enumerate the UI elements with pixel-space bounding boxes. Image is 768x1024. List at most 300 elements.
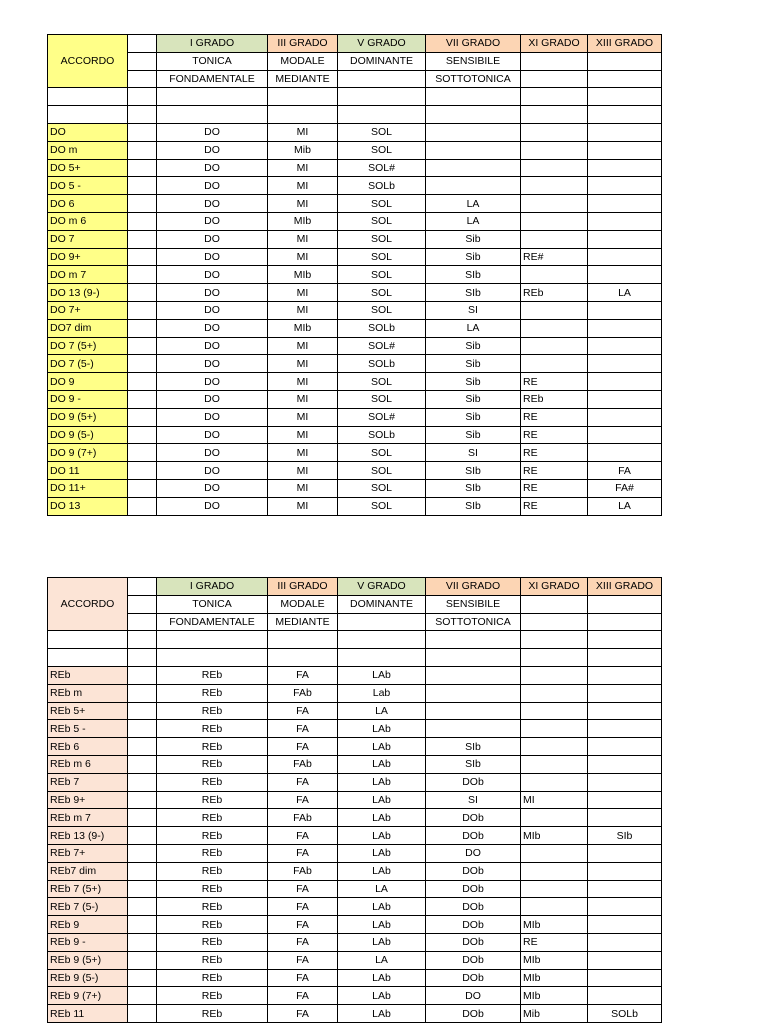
header-row — [48, 35, 662, 53]
note-cell: REb — [157, 702, 268, 720]
note-cell: DO — [157, 497, 268, 515]
note-cell: LAb — [338, 969, 426, 987]
table-row — [48, 248, 662, 266]
spacer-cell — [128, 319, 157, 337]
note-cell: FA — [268, 738, 338, 756]
header-row — [48, 613, 662, 631]
note-cell: REb — [157, 755, 268, 773]
chord-name: DO m 7 — [48, 266, 128, 284]
chord-name: DO 5 - — [48, 177, 128, 195]
note-cell: DOb — [426, 898, 521, 916]
note-cell: MI — [268, 195, 338, 213]
spacer-cell — [128, 177, 157, 195]
blank-cell — [48, 631, 128, 649]
note-cell: LAb — [338, 1005, 426, 1023]
note-cell: LAb — [338, 827, 426, 845]
chord-name: REb 7 (5-) — [48, 898, 128, 916]
note-cell: REb — [157, 933, 268, 951]
table-row — [48, 809, 662, 827]
note-cell: MIb — [521, 987, 588, 1005]
note-cell: DOb — [426, 827, 521, 845]
degree-subheader: FONDAMENTALE — [157, 70, 268, 88]
note-cell — [588, 666, 662, 684]
note-cell: MI — [268, 479, 338, 497]
note-cell: SI — [426, 301, 521, 319]
note-cell: MI — [268, 373, 338, 391]
chord-name: REb 9 - — [48, 933, 128, 951]
table-row — [48, 195, 662, 213]
note-cell: DO — [157, 159, 268, 177]
note-cell — [588, 880, 662, 898]
note-cell: SOL — [338, 497, 426, 515]
note-cell — [521, 702, 588, 720]
table-row — [48, 284, 662, 302]
note-cell — [588, 248, 662, 266]
note-cell: Sib — [426, 248, 521, 266]
table-row — [48, 862, 662, 880]
note-cell: MIb — [521, 969, 588, 987]
spacer-cell — [128, 916, 157, 934]
note-cell: RE — [521, 497, 588, 515]
note-cell: LA — [588, 497, 662, 515]
note-cell: DO — [157, 177, 268, 195]
blank-cell — [426, 649, 521, 667]
note-cell: SIb — [588, 827, 662, 845]
note-cell: SOL — [338, 141, 426, 159]
spacer-cell — [128, 462, 157, 480]
note-cell: FA — [588, 462, 662, 480]
header-row — [48, 595, 662, 613]
note-cell: REb — [157, 844, 268, 862]
degree-header: III GRADO — [268, 35, 338, 53]
chord-table-reb — [47, 577, 662, 1023]
spacer-cell — [128, 738, 157, 756]
spacer-cell — [128, 666, 157, 684]
degree-header: XIII GRADO — [588, 578, 662, 596]
blank-cell — [128, 649, 157, 667]
note-cell: LAb — [338, 720, 426, 738]
note-cell: DO — [157, 479, 268, 497]
table-row — [48, 987, 662, 1005]
note-cell: SOLb — [588, 1005, 662, 1023]
spacer-cell — [128, 613, 157, 631]
note-cell: Lab — [338, 684, 426, 702]
spacer-cell — [128, 773, 157, 791]
blank-cell — [268, 649, 338, 667]
spacer-cell — [128, 827, 157, 845]
chord-name: REb 5+ — [48, 702, 128, 720]
note-cell: REb — [157, 916, 268, 934]
table-row — [48, 827, 662, 845]
note-cell — [588, 916, 662, 934]
table-row — [48, 702, 662, 720]
degree-header: VII GRADO — [426, 578, 521, 596]
degree-header: XIII GRADO — [588, 35, 662, 53]
note-cell: DO — [157, 426, 268, 444]
note-cell: LAb — [338, 862, 426, 880]
note-cell: DO — [157, 266, 268, 284]
spacer-cell — [128, 684, 157, 702]
spacer-cell — [128, 123, 157, 141]
note-cell: REb — [157, 684, 268, 702]
blank-cell — [268, 631, 338, 649]
note-cell: SIb — [426, 266, 521, 284]
note-cell: MI — [268, 355, 338, 373]
chord-name: REb 9+ — [48, 791, 128, 809]
note-cell — [521, 195, 588, 213]
table-row — [48, 1005, 662, 1023]
spacer-cell — [128, 35, 157, 53]
table-row — [48, 319, 662, 337]
note-cell: SOL# — [338, 337, 426, 355]
note-cell: SOLb — [338, 319, 426, 337]
note-cell: DO — [157, 390, 268, 408]
blank-cell — [521, 88, 588, 106]
spacer-cell — [128, 933, 157, 951]
note-cell: DO — [157, 319, 268, 337]
note-cell: REb — [157, 773, 268, 791]
blank-cell — [338, 649, 426, 667]
table-row — [48, 898, 662, 916]
note-cell: MI — [268, 337, 338, 355]
blank-cell — [48, 649, 128, 667]
degree-header: V GRADO — [338, 35, 426, 53]
note-cell: SIb — [426, 284, 521, 302]
spacer-cell — [128, 898, 157, 916]
note-cell — [521, 738, 588, 756]
note-cell — [521, 123, 588, 141]
note-cell: REb — [157, 666, 268, 684]
degree-subheader: MEDIANTE — [268, 613, 338, 631]
note-cell: LAb — [338, 809, 426, 827]
chord-name: DO 11+ — [48, 479, 128, 497]
blank-cell — [426, 88, 521, 106]
chord-name: REb m — [48, 684, 128, 702]
degree-subheader: SOTTOTONICA — [426, 613, 521, 631]
note-cell: LA — [338, 702, 426, 720]
note-cell: FAb — [268, 809, 338, 827]
note-cell: LAb — [338, 898, 426, 916]
note-cell: SOL — [338, 301, 426, 319]
note-cell: SI — [426, 791, 521, 809]
note-cell: DO — [157, 141, 268, 159]
note-cell: DOb — [426, 880, 521, 898]
note-cell: LAb — [338, 738, 426, 756]
blank-cell — [338, 106, 426, 124]
note-cell: SOL — [338, 248, 426, 266]
degree-subheader: DOMINANTE — [338, 52, 426, 70]
note-cell: LAb — [338, 791, 426, 809]
note-cell: FA — [268, 933, 338, 951]
chord-name: DO 9 (5+) — [48, 408, 128, 426]
note-cell: SI — [426, 444, 521, 462]
table-row — [48, 791, 662, 809]
note-cell: Sib — [426, 355, 521, 373]
spacer-cell — [128, 497, 157, 515]
chord-name: DO 11 — [48, 462, 128, 480]
header-row — [48, 70, 662, 88]
note-cell: RE — [521, 479, 588, 497]
note-cell: SIb — [426, 479, 521, 497]
degree-subheader — [588, 613, 662, 631]
note-cell: DO — [157, 462, 268, 480]
degree-subheader: SENSIBILE — [426, 52, 521, 70]
note-cell: LAb — [338, 933, 426, 951]
spacer-cell — [128, 373, 157, 391]
note-cell: DO — [157, 408, 268, 426]
degree-subheader — [588, 595, 662, 613]
spacer-cell — [128, 408, 157, 426]
blank-cell — [128, 631, 157, 649]
note-cell: Mib — [521, 1005, 588, 1023]
note-cell: MI — [268, 301, 338, 319]
header-row — [48, 578, 662, 596]
degree-subheader — [338, 613, 426, 631]
table-row — [48, 301, 662, 319]
spacer-cell — [128, 70, 157, 88]
blank-cell — [157, 631, 268, 649]
table-row — [48, 916, 662, 934]
chord-name: DO 9 (7+) — [48, 444, 128, 462]
note-cell: FA — [268, 898, 338, 916]
note-cell: DOb — [426, 969, 521, 987]
note-cell: REb — [521, 390, 588, 408]
note-cell: SOLb — [338, 426, 426, 444]
note-cell: FA — [268, 666, 338, 684]
note-cell: SIb — [426, 738, 521, 756]
chord-name: DO 5+ — [48, 159, 128, 177]
degree-subheader — [588, 52, 662, 70]
note-cell: DOb — [426, 809, 521, 827]
chord-name: DO — [48, 123, 128, 141]
chord-name: DO m 6 — [48, 212, 128, 230]
note-cell — [588, 373, 662, 391]
note-cell: LAb — [338, 755, 426, 773]
blank-cell — [128, 88, 157, 106]
degree-subheader: SOTTOTONICA — [426, 70, 521, 88]
note-cell: DOb — [426, 862, 521, 880]
degree-subheader: TONICA — [157, 595, 268, 613]
note-cell: DO — [157, 373, 268, 391]
table-row — [48, 373, 662, 391]
note-cell: SOL — [338, 212, 426, 230]
table-row — [48, 337, 662, 355]
note-cell: MI — [268, 230, 338, 248]
table-row — [48, 880, 662, 898]
spacer-cell — [128, 337, 157, 355]
chord-name: DO 7+ — [48, 301, 128, 319]
table-row — [48, 720, 662, 738]
table-row — [48, 266, 662, 284]
note-cell: DO — [157, 444, 268, 462]
degree-header: XI GRADO — [521, 35, 588, 53]
spacer-cell — [128, 595, 157, 613]
note-cell: MI — [268, 497, 338, 515]
degree-subheader — [521, 70, 588, 88]
degree-subheader — [521, 52, 588, 70]
degree-subheader — [521, 613, 588, 631]
table-row — [48, 355, 662, 373]
spacer-cell — [128, 212, 157, 230]
note-cell: DO — [157, 195, 268, 213]
note-cell: SOL# — [338, 159, 426, 177]
spacer-cell — [128, 141, 157, 159]
note-cell — [588, 987, 662, 1005]
note-cell: RE — [521, 933, 588, 951]
note-cell — [426, 123, 521, 141]
note-cell: SOL — [338, 123, 426, 141]
note-cell: RE — [521, 408, 588, 426]
chord-name: REb 9 — [48, 916, 128, 934]
note-cell — [588, 355, 662, 373]
note-cell: Sib — [426, 390, 521, 408]
note-cell: FA — [268, 880, 338, 898]
spacer-cell — [128, 951, 157, 969]
note-cell — [588, 159, 662, 177]
note-cell: SOL — [338, 462, 426, 480]
note-cell — [426, 702, 521, 720]
note-cell — [588, 426, 662, 444]
chord-name: REb7 dim — [48, 862, 128, 880]
note-cell: SIb — [426, 755, 521, 773]
table-row — [48, 426, 662, 444]
note-cell: MI — [268, 177, 338, 195]
blank-cell — [521, 649, 588, 667]
spacer-cell — [128, 390, 157, 408]
note-cell: MI — [268, 426, 338, 444]
spacer-cell — [128, 809, 157, 827]
note-cell — [521, 301, 588, 319]
note-cell: LA — [338, 880, 426, 898]
table-row — [48, 444, 662, 462]
note-cell — [588, 390, 662, 408]
spacer-cell — [128, 426, 157, 444]
blank-row — [48, 631, 662, 649]
note-cell — [588, 738, 662, 756]
chord-name: REb 11 — [48, 1005, 128, 1023]
note-cell — [588, 702, 662, 720]
note-cell: DO — [426, 987, 521, 1005]
accordo-header: ACCORDO — [48, 578, 128, 631]
note-cell: DO — [157, 212, 268, 230]
note-cell: LAb — [338, 844, 426, 862]
spacer-cell — [128, 195, 157, 213]
note-cell: RE# — [521, 248, 588, 266]
note-cell — [521, 898, 588, 916]
chord-name: REb 7+ — [48, 844, 128, 862]
note-cell: MI — [521, 791, 588, 809]
note-cell: MI — [268, 159, 338, 177]
spacer-cell — [128, 1005, 157, 1023]
table-row — [48, 408, 662, 426]
blank-cell — [157, 649, 268, 667]
note-cell: FA# — [588, 479, 662, 497]
note-cell — [588, 319, 662, 337]
table-row — [48, 773, 662, 791]
note-cell: RE — [521, 444, 588, 462]
note-cell — [521, 266, 588, 284]
note-cell — [588, 195, 662, 213]
blank-row — [48, 649, 662, 667]
note-cell: REb — [521, 284, 588, 302]
note-cell — [588, 212, 662, 230]
note-cell: SIb — [426, 462, 521, 480]
note-cell: DOb — [426, 773, 521, 791]
blank-cell — [588, 88, 662, 106]
spacer-cell — [128, 987, 157, 1005]
degree-subheader: TONICA — [157, 52, 268, 70]
note-cell: FA — [268, 969, 338, 987]
note-cell: LAb — [338, 666, 426, 684]
note-cell: REb — [157, 720, 268, 738]
chord-name: DO 7 (5-) — [48, 355, 128, 373]
degree-header: III GRADO — [268, 578, 338, 596]
degree-subheader: MODALE — [268, 595, 338, 613]
note-cell — [588, 408, 662, 426]
spacer-cell — [128, 755, 157, 773]
chord-name: REb 5 - — [48, 720, 128, 738]
note-cell: REb — [157, 862, 268, 880]
note-cell — [588, 951, 662, 969]
note-cell: LA — [426, 195, 521, 213]
note-cell: SIb — [426, 497, 521, 515]
note-cell: Sib — [426, 373, 521, 391]
note-cell: SOL — [338, 373, 426, 391]
table-row — [48, 684, 662, 702]
note-cell — [588, 844, 662, 862]
note-cell: LA — [426, 212, 521, 230]
blank-cell — [268, 106, 338, 124]
note-cell — [588, 862, 662, 880]
note-cell: LAb — [338, 773, 426, 791]
note-cell — [521, 230, 588, 248]
table-row — [48, 969, 662, 987]
note-cell: REb — [157, 898, 268, 916]
note-cell: Sib — [426, 337, 521, 355]
table-row — [48, 933, 662, 951]
note-cell — [521, 666, 588, 684]
note-cell: DO — [157, 337, 268, 355]
chord-name: REb 9 (5+) — [48, 951, 128, 969]
note-cell — [426, 177, 521, 195]
note-cell: FA — [268, 951, 338, 969]
note-cell: MI — [268, 408, 338, 426]
note-cell: DOb — [426, 916, 521, 934]
spacer-cell — [128, 248, 157, 266]
note-cell — [521, 720, 588, 738]
note-cell: REb — [157, 738, 268, 756]
degree-subheader: MEDIANTE — [268, 70, 338, 88]
note-cell: MI — [268, 444, 338, 462]
chord-name: DO 9+ — [48, 248, 128, 266]
table-row — [48, 844, 662, 862]
spacer-cell — [128, 444, 157, 462]
degree-subheader: DOMINANTE — [338, 595, 426, 613]
blank-cell — [588, 649, 662, 667]
note-cell: REb — [157, 827, 268, 845]
note-cell — [521, 773, 588, 791]
note-cell: MI — [268, 462, 338, 480]
note-cell — [521, 212, 588, 230]
note-cell: SOL — [338, 230, 426, 248]
spacer-cell — [128, 578, 157, 596]
spacer-cell — [128, 284, 157, 302]
note-cell: FA — [268, 827, 338, 845]
note-cell — [588, 898, 662, 916]
spacer-cell — [128, 720, 157, 738]
chord-name: REb 9 (7+) — [48, 987, 128, 1005]
table-row — [48, 390, 662, 408]
